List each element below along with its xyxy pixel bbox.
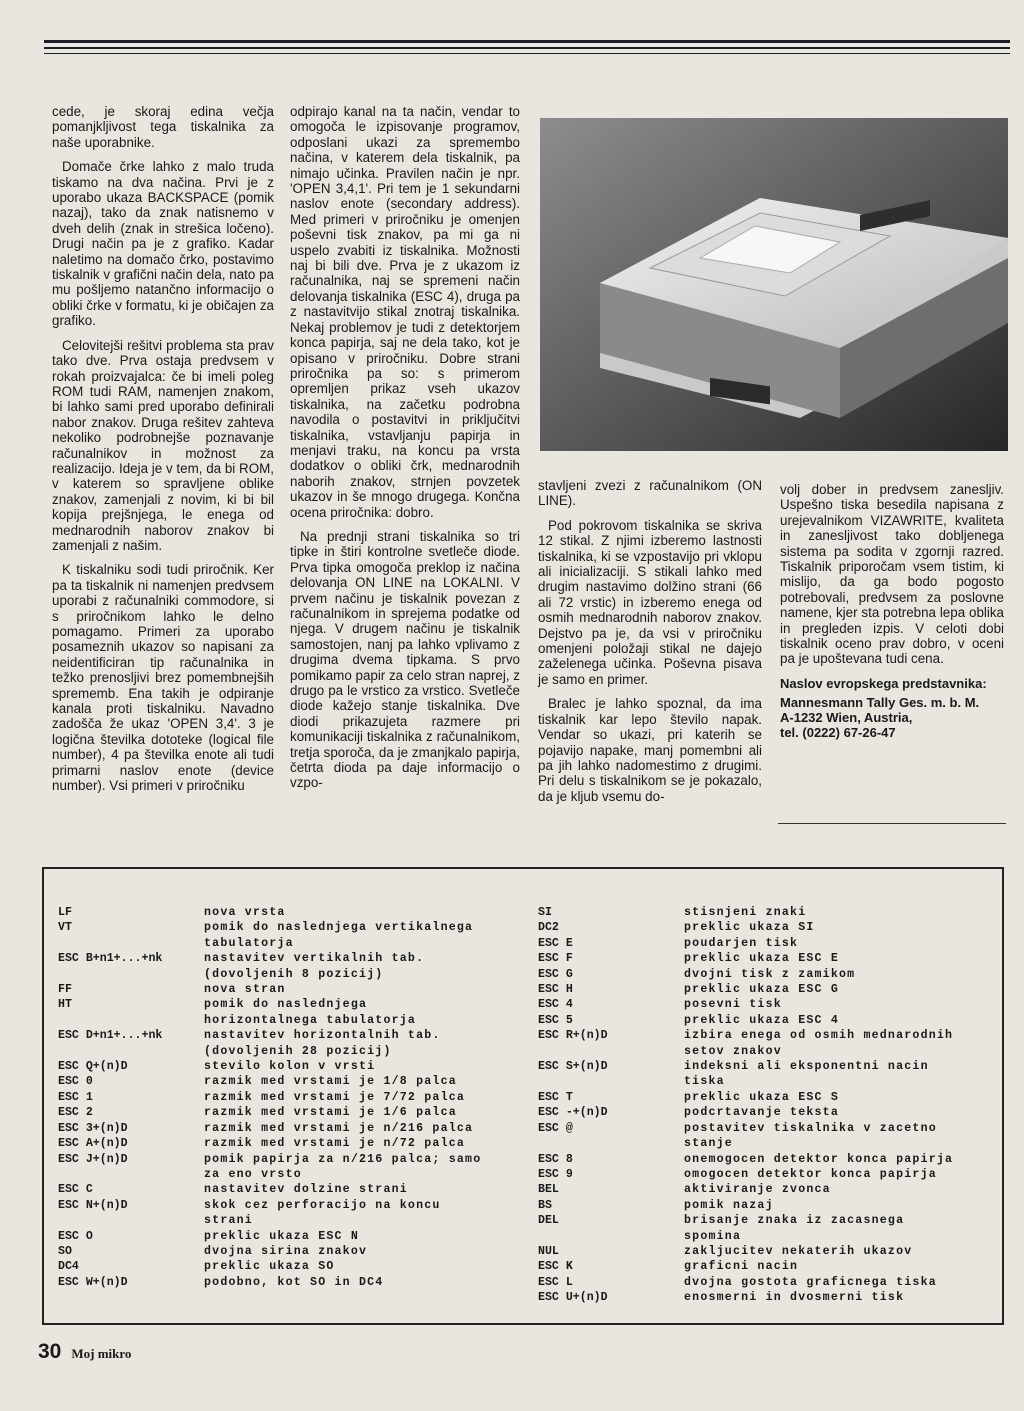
page-number: 30 <box>38 1340 62 1363</box>
command-code <box>538 1044 684 1059</box>
command-description: preklic ukaza ESC G <box>684 983 839 997</box>
command-description: strani <box>204 1214 253 1228</box>
command-row <box>538 997 1000 1012</box>
command-code: ESC H <box>538 983 573 997</box>
command-row <box>58 951 528 966</box>
command-row <box>58 1028 528 1043</box>
command-code: DEL <box>538 1214 559 1228</box>
command-code <box>538 1136 684 1151</box>
command-row <box>538 905 1000 920</box>
command-description: podobno, kot SO in DC4 <box>204 1275 384 1289</box>
command-description: dvojna gostota graficnega tiska <box>684 1275 937 1289</box>
command-description: razmik med vrstami je 7/72 palca <box>204 1090 466 1104</box>
command-description: tabulatorja <box>204 936 294 950</box>
address-heading: Naslov evropskega predstavnika: <box>780 675 987 691</box>
command-row <box>58 905 528 920</box>
command-description: stisnjeni znaki <box>684 906 807 919</box>
command-description: nastavitev dolzine strani <box>204 1183 408 1197</box>
command-code: ESC A+(n)D <box>58 1137 128 1151</box>
command-description: preklic ukaza ESC 4 <box>684 1013 839 1027</box>
command-row <box>58 1275 528 1290</box>
command-row <box>58 982 528 997</box>
command-code: ESC 4 <box>538 998 573 1012</box>
command-row <box>58 1044 528 1059</box>
command-description: pomik do naslednjega <box>204 998 368 1012</box>
command-code: ESC 8 <box>538 1152 573 1166</box>
article-column-2 <box>290 104 520 800</box>
command-code: ESC F <box>538 952 573 966</box>
command-description: nastavitev horizontalnih tab. <box>204 1029 441 1043</box>
command-description: izbira enega od osmih mednarodnih <box>684 1029 954 1043</box>
command-description: razmik med vrstami je 1/8 palca <box>204 1075 457 1089</box>
command-row <box>538 1275 1000 1290</box>
column-end-rule <box>778 823 1006 824</box>
command-code: ESC 3+(n)D <box>58 1121 128 1135</box>
command-code: ESC D+n1+...+nk <box>58 1029 163 1043</box>
command-row <box>538 1244 1000 1259</box>
command-code: NUL <box>538 1244 559 1258</box>
paragraph: Domače črke lahko z malo truda tiskamo na dva načina. Prvi je z uporabo ukaza BACKSPACE (pomik nazaj), tako da znak natisnemo v dveh delih (znak in strešica ločeno). Drugi način pa je z grafiko. Kadar naletimo na domačo črko, postavimo tiskalnik v grafični način dela, nato pa mu pošljemo natančno informacijo o obliki črke v formatu, ki je običajen za grafiko. <box>52 159 274 329</box>
printer-illustration <box>540 118 1008 451</box>
command-description: (dovoljenih 28 pozicij) <box>204 1044 392 1058</box>
command-code: ESC S+(n)D <box>538 1060 608 1074</box>
command-code: LF <box>58 906 72 919</box>
command-row <box>58 1090 528 1105</box>
command-row <box>538 951 1000 966</box>
paragraph: volj dober in predvsem zanesljiv. Uspešno tiska besedila napisana z urejevalnikom VIZAWRITE, kvaliteta in zanesljivost tako dobljenega sistema pa sodita v zgornji razred. Tiskalnik priporočam vsem tistim, ki mislijo, da ga bodo pogosto potrebovali, predvsem za poslovne namene, kjer sta potrebna lepa oblika in pregleden izpis. V celoti dobi tiskalnik oceno prav dobro, v oceni pa je upoštevana tudi cena. <box>780 482 1004 667</box>
command-row <box>58 967 528 982</box>
command-code <box>58 936 204 951</box>
command-row <box>58 1059 528 1074</box>
command-code: ESC O <box>58 1229 93 1243</box>
command-description: horizontalnega tabulatorja <box>204 1013 417 1027</box>
command-code: ESC G <box>538 967 573 981</box>
command-code <box>58 1167 204 1182</box>
command-row <box>538 1136 1000 1151</box>
command-code: SI <box>538 906 552 919</box>
command-code: ESC 0 <box>58 1075 93 1089</box>
printer-command-table <box>42 867 1004 1325</box>
command-row <box>58 997 528 1012</box>
header-rule-medium <box>44 47 1010 49</box>
address-company: Mannesmann Tally Ges. m. b. M. <box>780 694 980 710</box>
command-row <box>538 1213 1000 1228</box>
command-row <box>58 1013 528 1028</box>
command-description: stanje <box>684 1137 733 1151</box>
command-row <box>58 1182 528 1197</box>
magazine-name: Moj mikro <box>71 1346 132 1361</box>
command-description: onemogocen detektor konca papirja <box>684 1152 954 1166</box>
command-code: ESC 9 <box>538 1167 573 1181</box>
paragraph: K tiskalniku sodi tudi priročnik. Ker pa ta tiskalnik ni namenjen predvsem uporabi z računalniki commodore, si s priročnikom lahko le delno pomagamo. Primeri za uporabo posameznih ukazov so napisani za neidentificiran tip računalnika in težko prenosljivi brez pomembnejših sprememb. Ena takih je odpiranje kanala proti tiskalniku. Navadno zadošča že ukaz 'OPEN 3,4'. 3 je logična številka dototeke (logical file number), 4 pa številka enote ali tudi primarni naslov enote (device number). Vsi primeri v priročniku <box>52 562 274 794</box>
command-row <box>538 1121 1000 1136</box>
command-description: razmik med vrstami je n/216 palca <box>204 1121 474 1135</box>
header-rule-thick <box>44 40 1010 43</box>
paragraph: Bralec je lahko spoznal, da ima tiskalnik kar lepo število napak. Vendar so ukazi, pri katerih se pojavijo napake, manj pomembni ali pa jih lahko nadomestimo z drugimi. Pri delu s tiskalnikom se je pokazalo, da je kljub vsemu do- <box>538 696 762 804</box>
command-code: HT <box>58 998 72 1012</box>
command-code: DC4 <box>58 1260 79 1274</box>
command-description: podcrtavanje teksta <box>684 1106 839 1120</box>
command-row <box>538 1044 1000 1059</box>
article-column-4 <box>780 482 1004 740</box>
command-row <box>538 1059 1000 1074</box>
command-code <box>58 1213 204 1228</box>
representative-address <box>780 676 1004 740</box>
command-code: ESC E <box>538 936 573 950</box>
command-description: zakljucitev nekaterih ukazov <box>684 1244 913 1258</box>
command-code: VT <box>58 921 72 935</box>
command-description: setov znakov <box>684 1044 782 1058</box>
article-column-1 <box>52 104 274 802</box>
command-description: (dovoljenih 8 pozicij) <box>204 967 384 981</box>
command-description: dvojni tisk z zamikom <box>684 967 856 981</box>
command-row <box>58 936 528 951</box>
command-code: ESC -+(n)D <box>538 1106 608 1120</box>
command-description: spomina <box>684 1229 742 1243</box>
command-row <box>538 982 1000 997</box>
command-row <box>58 1167 528 1182</box>
command-list-left <box>58 905 528 1290</box>
paragraph: stavljeni zvezi z računalnikom (ON LINE). <box>538 478 762 509</box>
command-row <box>538 1013 1000 1028</box>
command-code: ESC @ <box>538 1121 573 1135</box>
command-code: ESC 5 <box>538 1013 573 1027</box>
command-description: tiska <box>684 1075 725 1089</box>
command-code <box>58 1044 204 1059</box>
command-description: preklic ukaza SI <box>684 921 815 935</box>
command-description: posevni tisk <box>684 998 782 1012</box>
command-row <box>538 1167 1000 1182</box>
command-row <box>58 920 528 935</box>
command-description: poudarjen tisk <box>684 936 799 950</box>
command-row <box>538 1198 1000 1213</box>
command-code <box>538 1074 684 1089</box>
address-phone: tel. (0222) 67-26-47 <box>780 724 896 740</box>
command-row <box>538 967 1000 982</box>
command-description: razmik med vrstami je 1/6 palca <box>204 1106 457 1120</box>
command-row <box>538 1028 1000 1043</box>
paragraph: Pod pokrovom tiskalnika se skriva 12 stikal. Z njimi izberemo lastnosti tiskalnika, ki se vzpostavijo pri vklopu ali inicializaciji. S stikali lahko med drugim nastavimo dolžino strani (66 ali 72 vrstic) in izberemo enega od osmih mednarodnih naborov znakov. Dejstvo pa je, da vsi v priročniku omenjeni položaji stikal ne dajejo zaželenega učinka. Poševna pisava je samo en primer. <box>538 517 762 687</box>
command-row <box>58 1259 528 1274</box>
header-rule-thin <box>44 53 1010 54</box>
command-description: postavitev tiskalnika v zacetno <box>684 1121 937 1135</box>
command-code: ESC 2 <box>58 1106 93 1120</box>
command-description: nova vrsta <box>204 906 286 919</box>
command-description: enosmerni in dvosmerni tisk <box>684 1291 905 1305</box>
address-city: A-1232 Wien, Austria, <box>780 709 913 725</box>
command-row <box>58 1074 528 1089</box>
command-row <box>58 1105 528 1120</box>
command-row <box>538 1090 1000 1105</box>
command-description: pomik do naslednjega vertikalnega <box>204 921 474 935</box>
command-description: pomik papirja za n/216 palca; samo <box>204 1152 482 1166</box>
command-row <box>538 936 1000 951</box>
command-description: preklic ukaza ESC E <box>684 952 839 966</box>
article-column-3 <box>538 478 762 813</box>
command-row <box>538 1182 1000 1197</box>
command-description: razmik med vrstami je n/72 palca <box>204 1137 466 1151</box>
command-description: pomik nazaj <box>684 1198 774 1212</box>
command-list-right <box>538 905 1000 1306</box>
command-row <box>58 1136 528 1151</box>
command-description: graficni nacin <box>684 1260 799 1274</box>
command-code <box>58 967 204 982</box>
command-description: preklic ukaza ESC S <box>684 1090 839 1104</box>
paragraph: Celovitejši rešitvi problema sta prav tako dve. Prva ostaja predvsem v rokah proizvajalca: če bi imeli poleg ROM tudi RAM, namenjen znakom, bi lahko sami pred uporabo definirali nabor znakov. Druga rešitev zahteva nekoliko podrobnejše poznavanje računalnikov in možnost za realizacijo. Ideja je v tem, da bi ROM, v katerem so spravljene oblike znakov, zamenjali z novim, ki bi bil kopija prejšnjega, le enega od mednarodnih naborov znakov bi zamenjali z našim. <box>52 337 274 553</box>
command-code: ESC 1 <box>58 1090 93 1104</box>
command-code: FF <box>58 983 72 997</box>
command-code: ESC N+(n)D <box>58 1198 128 1212</box>
command-row <box>58 1229 528 1244</box>
command-row <box>538 1074 1000 1089</box>
command-row <box>538 1105 1000 1120</box>
command-description: preklic ukaza ESC N <box>204 1229 359 1243</box>
command-row <box>538 920 1000 935</box>
paragraph: cede, je skoraj edina večja pomanjkljivost tega tiskalnika za naše uporabnike. <box>52 104 274 150</box>
command-code: ESC R+(n)D <box>538 1029 608 1043</box>
command-row <box>58 1213 528 1228</box>
command-code: ESC B+n1+...+nk <box>58 952 163 966</box>
command-code <box>58 1013 204 1028</box>
command-row <box>538 1259 1000 1274</box>
command-code: ESC K <box>538 1260 573 1274</box>
command-description: indeksni ali eksponentni nacin <box>684 1060 929 1074</box>
command-description: nastavitev vertikalnih tab. <box>204 952 425 966</box>
command-code: ESC L <box>538 1275 573 1289</box>
command-code <box>538 1229 684 1244</box>
command-description: brisanje znaka iz zacasnega <box>684 1214 905 1228</box>
command-row <box>538 1290 1000 1305</box>
command-description: aktiviranje zvonca <box>684 1183 831 1197</box>
command-description: skok cez perforacijo na koncu <box>204 1198 441 1212</box>
command-code: BEL <box>538 1183 559 1197</box>
paragraph: odpirajo kanal na ta način, vendar to omogoča le izpisovanje programov, odposlani ukazi za spremembo načina, v katerem dela tiskalnik, pa nimajo učinka. Pravilen način je npr. 'OPEN 3,4,1'. Pri tem je 1 sekundarni naslov enote (secondary address). Med primeri v priročniku je omenjen poševni tisk znakov, pa mi ga ni uspelo zvabiti iz tiskalnika. Možnosti naj bi bili dve. Prva je z ukazom iz računalnika, naj se spremeni način delovanja tiskalnika (ESC 4), druga pa z nastavitvijo stikal znotraj tiskalnika. Nekaj problemov je tudi z detektorjem konca papirja, saj ne dela tako, kot je opisano v priročniku. Dobre strani priročnika pa so: s primerom opremljen prikaz vseh ukazov tiskalnika, na začetku podrobna navodila o postavitvi in priključitvi tiskalnika, vstavljanju papirja in menjavi traku, na koncu pa vrsta dodatkov o obliki črk, mednarodnih naborih znakov, strnjen povzetek ukazov in še mnogo drugega. Končna ocena priročnika: dobro. <box>290 104 520 520</box>
command-description: stevilo kolon v vrsti <box>204 1060 376 1074</box>
paragraph: Na prednji strani tiskalnika so tri tipke in štiri kontrolne svetleče diode. Prva tipka omogoča preklop iz načina delovanja ON LINE na LOKALNI. V prvem načinu je tiskalnik povezan z računalnikom in sprejema podatke od njega. V drugem načinu je tiskalnik samostojen, nanj pa lahko vplivamo z drugima dvema tipkama. S prvo pomikamo papir za celo stran naprej, z drugo pa le vrstico za vrstico. Svetleče diode kažejo stanje tiskalnika. Dve diodi prikazujeta razmere pri komunikaciji tiskalnika z računalnikom, tretja sporoča, da je zmanjkalo papirja, četrta dioda pa daje informacijo o vzpo- <box>290 528 520 791</box>
command-row <box>58 1152 528 1167</box>
command-row <box>58 1121 528 1136</box>
command-row <box>538 1152 1000 1167</box>
command-code: BS <box>538 1198 552 1212</box>
command-code: ESC T <box>538 1090 573 1104</box>
command-code: ESC Q+(n)D <box>58 1060 128 1074</box>
command-code: SO <box>58 1244 72 1258</box>
command-row <box>58 1244 528 1259</box>
command-code: ESC W+(n)D <box>58 1275 128 1289</box>
command-description: dvojna sirina znakov <box>204 1244 368 1258</box>
command-description: omogocen detektor konca papirja <box>684 1167 937 1181</box>
command-row <box>58 1198 528 1213</box>
command-code: ESC U+(n)D <box>538 1291 608 1305</box>
printer-photo <box>540 118 1008 451</box>
command-description: nova stran <box>204 983 286 997</box>
page-footer <box>38 1340 131 1364</box>
command-code: ESC J+(n)D <box>58 1152 128 1166</box>
command-description: preklic ukaza SO <box>204 1260 335 1274</box>
command-description: za eno vrsto <box>204 1167 302 1181</box>
command-row <box>538 1229 1000 1244</box>
command-code: DC2 <box>538 921 559 935</box>
command-code: ESC C <box>58 1183 93 1197</box>
